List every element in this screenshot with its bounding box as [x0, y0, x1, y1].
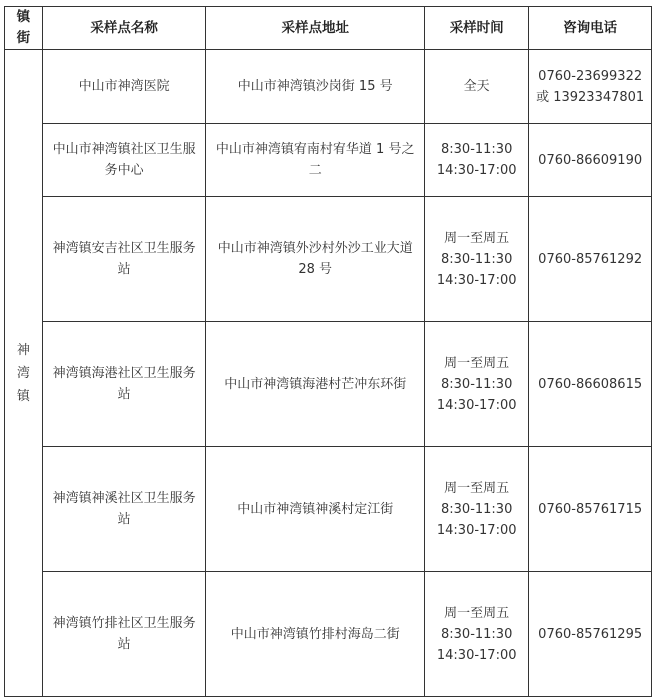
town-char: 镇 [16, 388, 30, 404]
header-town: 镇街 [5, 7, 43, 50]
sampling-time [425, 447, 529, 572]
phone [529, 124, 652, 197]
time-line: 全天 [463, 79, 490, 94]
time-line: 14:30-17:00 [436, 272, 517, 288]
town-char: 湾 [16, 365, 30, 381]
table-row [5, 124, 652, 197]
phone [529, 447, 652, 572]
site-address: 中山市神湾镇竹排村海岛二街 [206, 572, 425, 697]
sampling-sites-table [4, 6, 652, 697]
sampling-time [425, 50, 529, 124]
time-line: 14:30-17:00 [436, 522, 517, 538]
town-cell [5, 50, 43, 697]
table-row [5, 572, 652, 697]
table-row [5, 322, 652, 447]
site-name: 神湾镇神溪社区卫生服务站 [42, 447, 206, 572]
time-line: 14:30-17:00 [436, 647, 517, 663]
phone [529, 572, 652, 697]
time-line: 8:30-11:30 [441, 626, 513, 642]
site-address: 中山市神湾镇宥南村宥华道 1 号之二 [206, 124, 425, 197]
header-site-name: 采样点名称 [42, 7, 206, 50]
site-name: 神湾镇海港社区卫生服务站 [42, 322, 206, 447]
site-address: 中山市神湾镇外沙村外沙工业大道 28 号 [206, 197, 425, 322]
time-line: 周一至周五 [444, 480, 510, 496]
time-line: 14:30-17:00 [436, 163, 517, 178]
phone-line: 或 13923347801 [536, 89, 645, 105]
time-line: 8:30-11:30 [441, 376, 513, 392]
site-name: 神湾镇竹排社区卫生服务站 [42, 572, 206, 697]
site-address: 中山市神湾镇海港村芒冲东环街 [206, 322, 425, 447]
header-sampling-time: 采样时间 [425, 7, 529, 50]
sampling-time [425, 197, 529, 322]
time-line: 周一至周五 [444, 605, 510, 621]
site-name: 神湾镇安吉社区卫生服务站 [42, 197, 206, 322]
phone [529, 50, 652, 124]
phone-line: 0760-86609190 [538, 152, 643, 168]
header-phone: 咨询电话 [529, 7, 652, 50]
site-address: 中山市神湾镇神溪村定江街 [206, 447, 425, 572]
phone-line: 0760-23699322 [538, 68, 643, 84]
time-line: 14:30-17:00 [436, 397, 517, 413]
time-line: 8:30-11:30 [441, 251, 513, 267]
table-row [5, 50, 652, 124]
table-row [5, 447, 652, 572]
time-line: 8:30-11:30 [441, 501, 513, 517]
phone [529, 197, 652, 322]
phone-line: 0760-85761715 [538, 501, 643, 517]
sampling-time [425, 124, 529, 197]
phone-line: 0760-86608615 [538, 376, 643, 392]
sampling-time [425, 572, 529, 697]
time-line: 8:30-11:30 [441, 142, 513, 157]
header-site-address: 采样点地址 [206, 7, 425, 50]
site-address: 中山市神湾镇沙岗街 15 号 [206, 50, 425, 124]
phone [529, 322, 652, 447]
sampling-time [425, 322, 529, 447]
phone-line: 0760-85761292 [538, 251, 643, 267]
header-row [5, 7, 652, 50]
site-name: 中山市神湾镇社区卫生服务中心 [42, 124, 206, 197]
time-line: 周一至周五 [444, 230, 510, 246]
town-char: 神 [16, 342, 30, 358]
site-name: 中山市神湾医院 [42, 50, 206, 124]
table-row [5, 197, 652, 322]
time-line: 周一至周五 [444, 355, 510, 371]
phone-line: 0760-85761295 [538, 626, 643, 642]
